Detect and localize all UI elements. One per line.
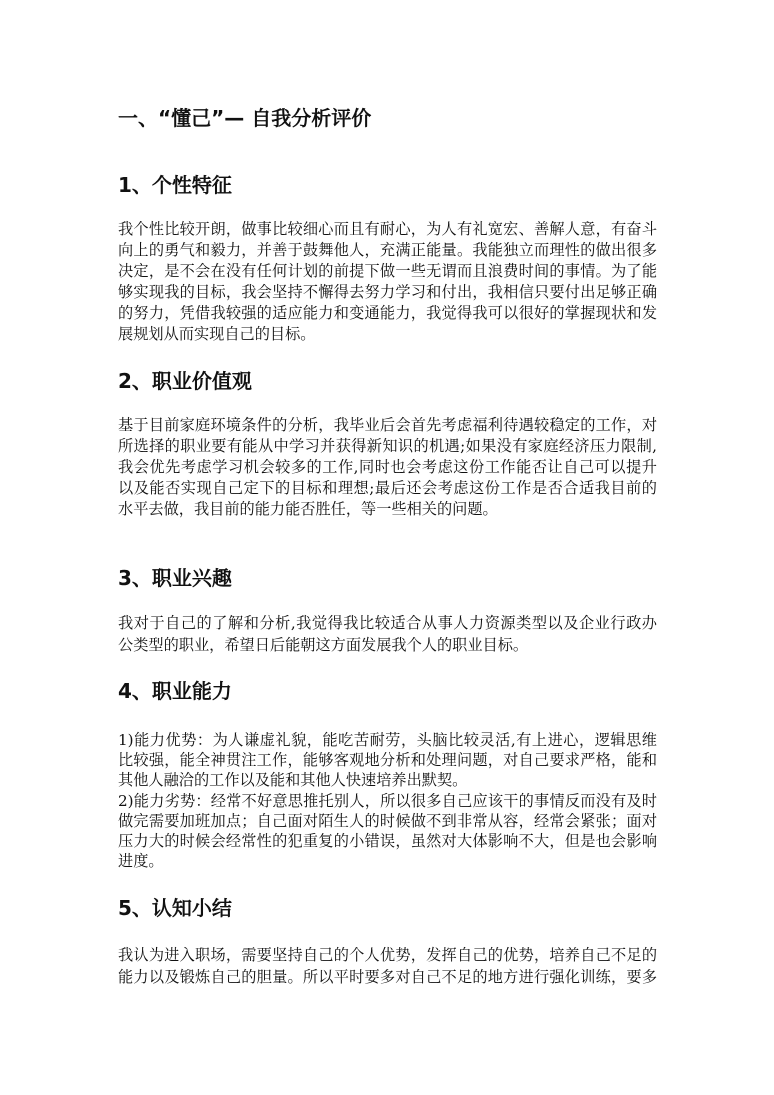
paragraph-line: 做完需要加班加点；自己面对陌生人的时候做不到非常从容，经常会紧张；面对 bbox=[118, 811, 657, 830]
paragraph-line: 公类型的职业，希望日后能朝这方面发展我个人的职业目标。 bbox=[118, 636, 529, 654]
paragraph-line: 我认为进入职场，需要坚持自己的个人优势，发挥自己的优势，培养自己不足的 bbox=[118, 946, 657, 964]
section-paragraph-career-values bbox=[118, 415, 657, 520]
paragraph-line: 比较强，能全神贯注工作，能够客观地分析和处理问题，对自己要求严格，能和 bbox=[118, 751, 657, 770]
paragraph-line: 1)能力优势：为人谦虚礼貌，能吃苦耐劳，头脑比较灵活,有上进心，逻辑思维 bbox=[118, 731, 657, 749]
paragraph-line: 够实现我的目标，我会坚持不懈得去努力学习和付出，我相信只要付出足够正确 bbox=[118, 282, 657, 301]
paragraph-line: 决定，是不会在没有任何计划的前提下做一些无谓而且浪费时间的事情。为了能 bbox=[118, 261, 657, 280]
document-title: 一、“懂己”— 自我分析评价 bbox=[118, 106, 372, 130]
section-heading-career-abilities: 4、职业能力 bbox=[118, 679, 232, 703]
paragraph-line: 所选择的职业要有能从中学习并获得新知识的机遇;如果没有家庭经济压力限制, bbox=[118, 436, 657, 455]
section-paragraph-cognitive-summary bbox=[118, 944, 657, 988]
section-heading-career-values: 2、职业价值观 bbox=[118, 369, 252, 393]
paragraph-line: 2)能力劣势：经常不好意思推托别人，所以很多自己应该干的事情反而没有及时 bbox=[118, 791, 657, 810]
paragraph-line: 水平去做，我目前的能力能否胜任，等一些相关的问题。 bbox=[118, 499, 498, 518]
paragraph-line: 展规划从而实现自己的目标。 bbox=[118, 324, 316, 343]
section-paragraph-personality bbox=[118, 219, 657, 345]
paragraph-line: 能力以及锻炼自己的胆量。所以平时要多对自己不足的地方进行强化训练，要多 bbox=[118, 968, 657, 986]
section-heading-personality: 1、个性特征 bbox=[118, 173, 232, 197]
paragraph-line: 我个性比较开朗，做事比较细心而且有耐心，为人有礼宽宏、善解人意，有奋斗 bbox=[118, 219, 657, 238]
paragraph-line: 以及能否实现自己定下的目标和理想;最后还会考虑这份工作是否合适我目前的 bbox=[118, 478, 657, 497]
section-heading-cognitive-summary: 5、认知小结 bbox=[118, 896, 232, 920]
paragraph-line: 进度。 bbox=[118, 852, 164, 871]
paragraph-line: 向上的勇气和毅力，并善于鼓舞他人，充满正能量。我能独立而理性的做出很多 bbox=[118, 240, 657, 259]
section-paragraph-career-interests bbox=[118, 612, 657, 656]
paragraph-line: 压力大的时候会经常性的犯重复的小错误，虽然对大体影响不大，但是也会影响 bbox=[118, 831, 657, 850]
section-paragraph-career-abilities bbox=[118, 730, 657, 871]
paragraph-line: 其他人融洽的工作以及能和其他人快速培养出默契。 bbox=[118, 771, 468, 790]
paragraph-line: 我对于自己的了解和分析,我觉得我比较适合从事人力资源类型以及企业行政办 bbox=[118, 614, 657, 632]
section-heading-career-interests: 3、职业兴趣 bbox=[118, 566, 232, 590]
paragraph-line: 基于目前家庭环境条件的分析，我毕业后会首先考虑福利待遇较稳定的工作，对 bbox=[118, 415, 657, 434]
paragraph-line: 的努力，凭借我较强的适应能力和变通能力，我觉得我可以很好的掌握现状和发 bbox=[118, 303, 657, 322]
paragraph-line: 我会优先考虑学习机会较多的工作,同时也会考虑这份工作能否让自己可以提升 bbox=[118, 457, 657, 476]
